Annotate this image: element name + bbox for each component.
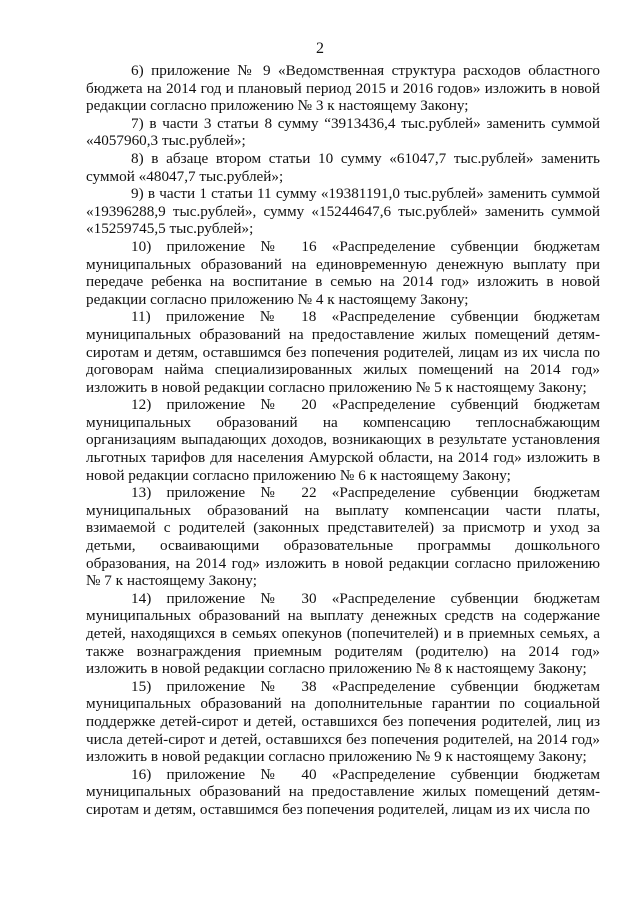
- paragraph-item-9: 9) в части 1 статьи 11 сумму «19381191,0 тыс.рублей» заменить суммой «19396288,9 тыс.рублей», сумму «15244647,6 тыс.рублей» заменить суммой «15259745,5 тыс.рублей»;: [86, 185, 600, 238]
- paragraph-item-8: 8) в абзаце втором статьи 10 сумму «61047,7 тыс.рублей» заменить суммой «48047,7 тыс.рублей»;: [86, 149, 600, 185]
- page-number: 2: [316, 40, 324, 57]
- paragraph-item-14: 14) приложение № 30 «Распределение субвенции бюджетам муниципальных образований на выплату денежных средств на содержание детей, находящихся в семьях опекунов (попечителей) и в приемных семьях, а также вознаграждения приемным родителям (родителю) на 2014 год» изложить в новой редакции согласно приложению № 8 к настоящему Закону;: [86, 589, 600, 678]
- paragraph-item-7: 7) в части 3 статьи 8 сумму “3913436,4 тыс.рублей» заменить суммой «4057960,3 тыс.рублей»;: [86, 114, 600, 150]
- paragraph-item-10: 10) приложение № 16 «Распределение субвенции бюджетам муниципальных образований на единовременную денежную выплату при передаче ребенка на воспитание в семью на 2014 год» изложить в новой редакции согласно приложению № 4 к настоящему Закону;: [86, 237, 600, 308]
- paragraph-item-13: 13) приложение № 22 «Распределение субвенции бюджетам муниципальных образований на выплату компенсации части платы, взимаемой с родителей (законных представителей) за присмотр и уход за детьми, осваивающими образовательные программы дошкольного образования, на 2014 год» изложить в новой редакции согласно приложению № 7 к настоящему Закону;: [86, 484, 600, 590]
- paragraph-item-16: 16) приложение № 40 «Распределение субвенции бюджетам муниципальных образований на предоставление жилых помещений детям-сиротам и детям, оставшимся без попечения родителей, лицам из их числа по: [86, 765, 600, 818]
- paragraph-item-12: 12) приложение № 20 «Распределение субвенций бюджетам муниципальных образований на компенсацию теплоснабжающим организациям выпадающих доходов, возникающих в результате установления льготных тарифов для населения Амурской области, на 2014 год» изложить в новой редакции согласно приложению № 6 к настоящему Закону;: [86, 396, 600, 484]
- paragraph-item-11: 11) приложение № 18 «Распределение субвенции бюджетам муниципальных образований на предоставление жилых помещений детям-сиротам и детям, оставшимся без попечения родителей, лицам из их числа по договорам найма специализированных жилых помещений на 2014 год» изложить в новой редакции согласно приложению № 5 к настоящему Закону;: [86, 308, 600, 396]
- paragraph-item-15: 15) приложение № 38 «Распределение субвенции бюджетам муниципальных образований на дополнительные гарантии по социальной поддержке детей-сирот и детей, оставшихся без попечения родителей, лиц из числа детей-сирот и детей, оставшихся без попечения родителей, на 2014 год» изложить в новой редакции согласно приложению № 9 к настоящему Закону;: [86, 677, 600, 766]
- document-body: [86, 62, 600, 819]
- paragraph-item-6: 6) приложение № 9 «Ведомственная структура расходов областного бюджета на 2014 год и плановый период 2015 и 2016 годов» изложить в новой редакции согласно приложению № 3 к настоящему Закону;: [86, 62, 600, 115]
